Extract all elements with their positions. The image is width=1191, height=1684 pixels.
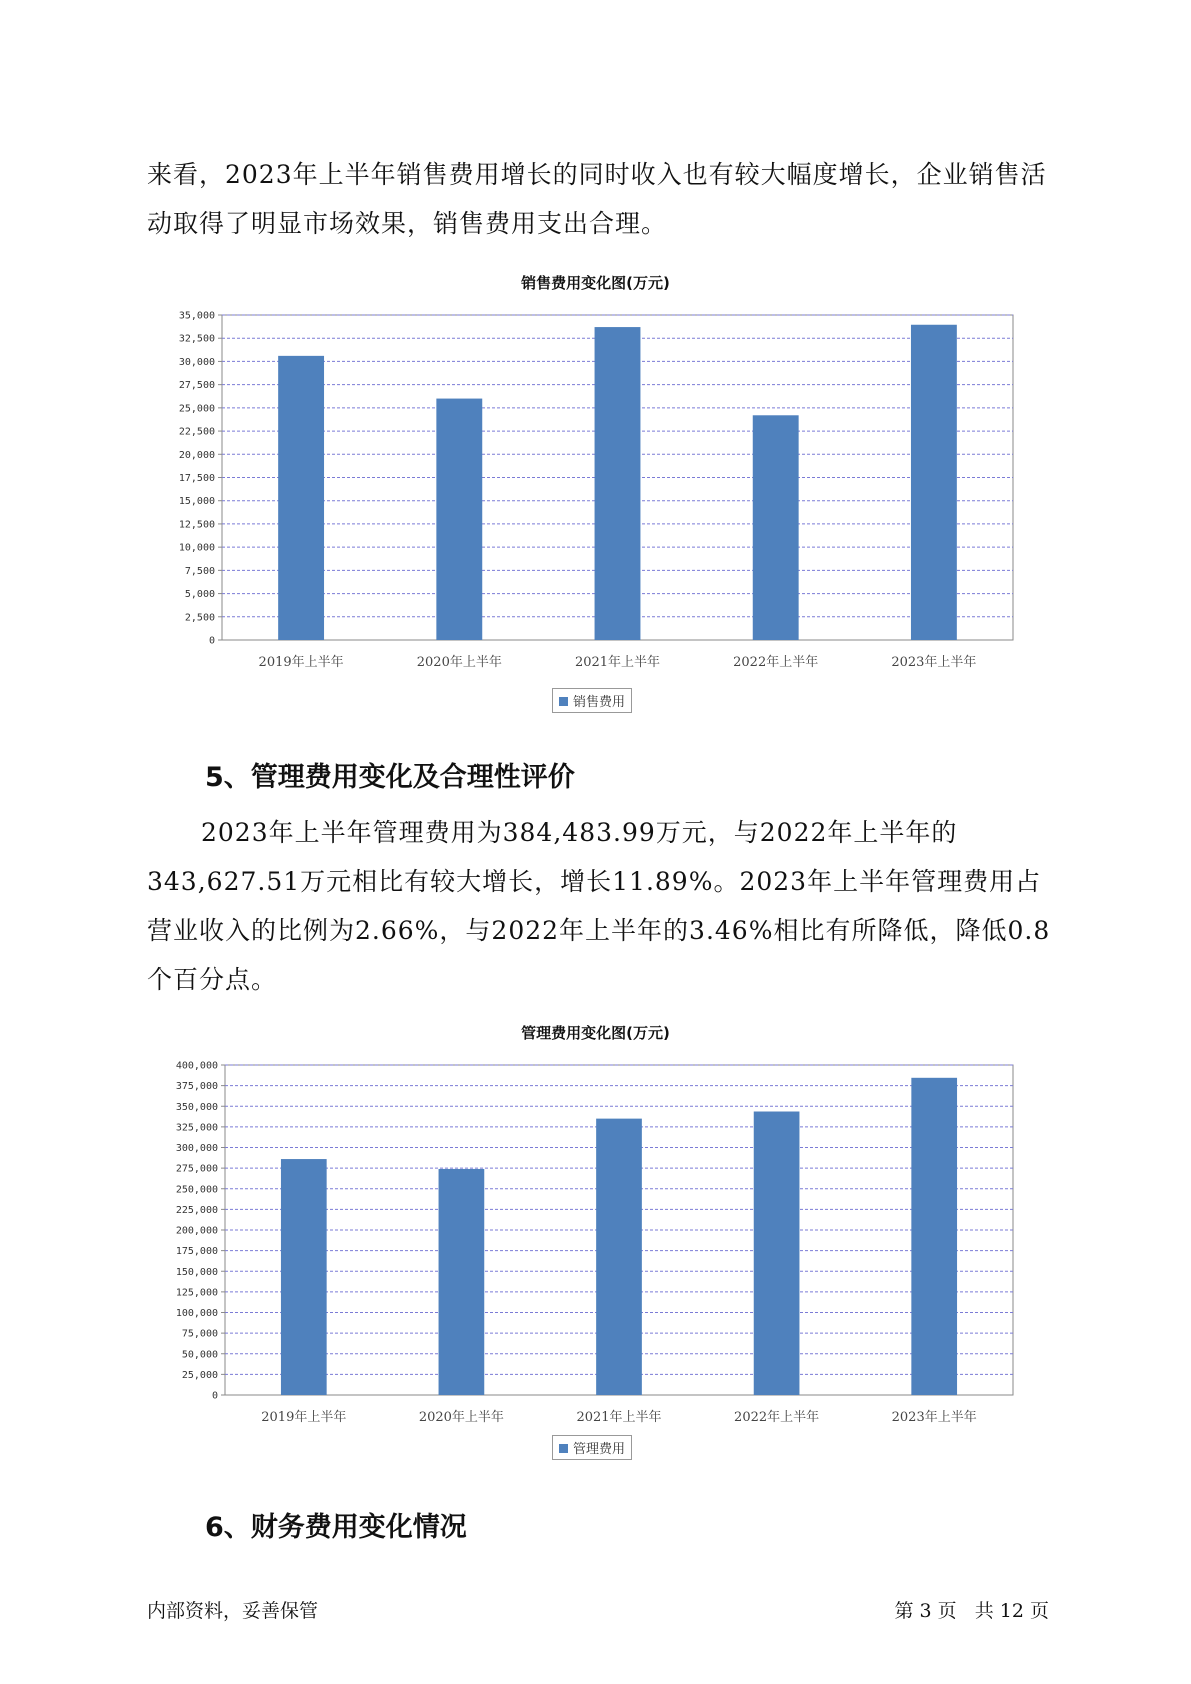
y-tick-label: 25,000 — [181, 1369, 218, 1381]
x-tick-label: 2023年上半年 — [891, 1410, 977, 1425]
y-tick-label: 17,500 — [178, 473, 215, 484]
bar — [911, 325, 957, 640]
y-tick-label: 0 — [211, 1390, 218, 1402]
bar — [754, 1112, 800, 1395]
intro-paragraph: 来看，2023年上半年销售费用增长的同时收入也有较大幅度增长，企业销售活动取得了明显市场效果，销售费用支出合理。 — [147, 160, 1047, 238]
chart2-legend — [552, 1435, 632, 1460]
y-tick-label: 10,000 — [178, 542, 215, 554]
x-tick-label: 2020年上半年 — [418, 1410, 504, 1425]
sales-expense-chart — [0, 295, 1191, 735]
bar — [281, 1159, 327, 1395]
y-tick-label: 150,000 — [175, 1266, 218, 1278]
chart1-legend — [552, 688, 632, 713]
footer-page-number: 第 3 页 共 12 页 — [894, 1600, 1049, 1622]
y-tick-label: 200,000 — [175, 1225, 218, 1237]
footer-left: 内部资料，妥善保管 — [147, 1600, 319, 1622]
y-tick-label: 20,000 — [178, 449, 215, 461]
y-tick-label: 30,000 — [178, 356, 215, 368]
x-tick-label: 2022年上半年 — [733, 655, 819, 670]
y-tick-label: 15,000 — [178, 496, 215, 508]
admin-expense-chart — [0, 1045, 1191, 1485]
legend-swatch — [559, 1444, 568, 1453]
y-tick-label: 35,000 — [178, 310, 215, 322]
section5-paragraph: 2023年上半年管理费用为384,483.99万元，与2022年上半年的343,627.51万元相比有较大增长，增长11.89%。2023年上半年管理费用占营业收入的比例为2.66%，与2022年上半年的3.46%相比有所降低，降低0.8个百分点。 — [147, 818, 1051, 994]
x-tick-label: 2021年上半年 — [574, 655, 661, 670]
y-tick-label: 2,500 — [184, 612, 215, 624]
chart2-legend-label: 管理费用 — [573, 1442, 626, 1457]
y-tick-label: 225,000 — [175, 1204, 218, 1216]
y-tick-label: 400,000 — [175, 1060, 218, 1072]
x-tick-label: 2020年上半年 — [416, 655, 502, 670]
y-tick-label: 350,000 — [175, 1101, 218, 1113]
bar — [753, 415, 799, 640]
chart2-title: 管理费用变化图(万元) — [521, 1024, 670, 1042]
y-tick-label: 25,000 — [178, 403, 215, 415]
bar — [911, 1078, 957, 1395]
bar — [439, 1169, 485, 1395]
x-tick-label: 2021年上半年 — [576, 1410, 662, 1425]
section6-heading: 6、财务费用变化情况 — [205, 1512, 467, 1543]
y-tick-label: 22,500 — [178, 426, 215, 438]
x-tick-label: 2019年上半年 — [261, 1410, 347, 1425]
chart1-title: 销售费用变化图(万元) — [521, 274, 670, 292]
y-tick-label: 7,500 — [184, 565, 215, 577]
y-tick-label: 75,000 — [181, 1328, 218, 1340]
y-tick-label: 0 — [208, 635, 215, 647]
bar — [278, 356, 324, 640]
y-tick-label: 32,500 — [178, 333, 215, 345]
y-tick-label: 175,000 — [175, 1246, 218, 1258]
bar — [436, 399, 482, 640]
y-tick-label: 50,000 — [181, 1349, 218, 1361]
y-tick-label: 250,000 — [175, 1184, 218, 1196]
chart1-legend-label: 销售费用 — [573, 695, 626, 710]
y-tick-label: 325,000 — [175, 1122, 218, 1134]
x-tick-label: 2022年上半年 — [734, 1410, 820, 1425]
y-tick-label: 125,000 — [175, 1287, 218, 1299]
y-tick-label: 5,000 — [184, 589, 215, 601]
y-tick-label: 300,000 — [175, 1143, 218, 1154]
y-tick-label: 27,500 — [178, 380, 215, 392]
y-tick-label: 375,000 — [175, 1081, 218, 1093]
y-tick-label: 275,000 — [175, 1163, 218, 1175]
legend-swatch — [559, 697, 568, 706]
bar — [596, 1119, 642, 1395]
bar — [595, 327, 641, 640]
y-tick-label: 12,500 — [178, 519, 215, 531]
x-tick-label: 2023年上半年 — [891, 655, 977, 670]
y-tick-label: 100,000 — [175, 1308, 218, 1319]
section5-heading: 5、管理费用变化及合理性评价 — [205, 762, 575, 793]
x-tick-label: 2019年上半年 — [258, 655, 344, 670]
